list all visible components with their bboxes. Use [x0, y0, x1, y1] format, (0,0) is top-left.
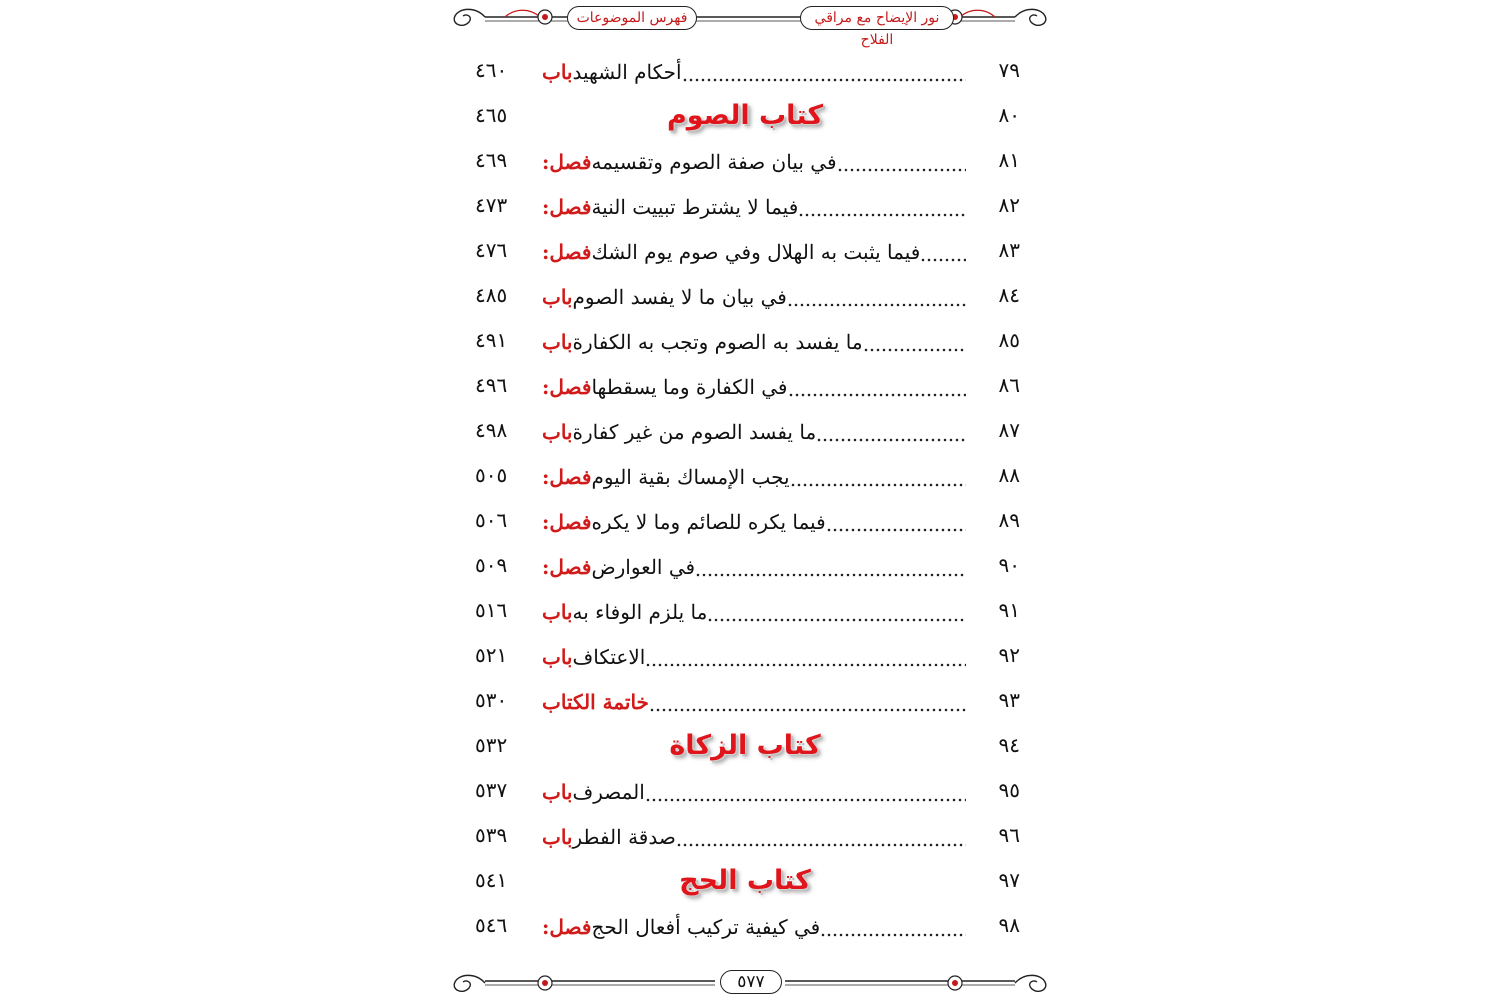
dot-leader: [707, 598, 966, 626]
entry-keyword: فصل:: [542, 195, 592, 219]
entry-keyword: فصل:: [542, 150, 592, 174]
entry-title: [536, 146, 970, 176]
entry-title: [536, 191, 970, 221]
toc-row: [445, 770, 1055, 815]
entry-keyword: فصل:: [542, 510, 592, 534]
toc-row: [445, 365, 1055, 410]
dot-leader: [790, 463, 966, 491]
entry-number: ٨٠: [998, 103, 1020, 127]
page-reference: ٥٠٩: [475, 553, 508, 577]
entry-title: [536, 506, 970, 536]
toc-heading-row: [445, 860, 1055, 905]
entry-keyword: فصل:: [542, 240, 592, 264]
entry-number: ٩٨: [998, 913, 1020, 937]
entry-text: الاعتكاف: [572, 645, 646, 669]
dot-leader: [798, 193, 966, 221]
entry-number: ٨٨: [998, 463, 1020, 487]
toc-row: [445, 140, 1055, 185]
entry-number: ٧٩: [998, 58, 1020, 82]
entry-keyword: فصل:: [542, 465, 592, 489]
book-heading: كتاب الزكاة: [669, 730, 821, 761]
entry-keyword: باب: [542, 420, 573, 444]
dot-leader: [863, 328, 966, 356]
page-reference: ٥٣٢: [475, 733, 508, 757]
header-flourish-icon: [445, 2, 1055, 32]
toc-heading-row: [445, 725, 1055, 770]
page-reference: ٤٩١: [475, 328, 508, 352]
page-reference: ٥٤١: [475, 868, 508, 892]
entry-text: في العوارض: [591, 555, 696, 579]
entry-keyword: خاتمة الكتاب: [542, 690, 649, 714]
entry-title: [536, 236, 970, 266]
entry-number: ٨٢: [998, 193, 1020, 217]
toc-row: [445, 680, 1055, 725]
entry-text: ما يفسد الصوم من غير كفارة: [572, 420, 817, 444]
entry-keyword: باب: [542, 825, 573, 849]
entry-text: فيما لا يشترط تبييت النية: [591, 195, 799, 219]
entry-number: ٨٥: [998, 328, 1020, 352]
toc-row: [445, 275, 1055, 320]
toc-heading-row: [445, 95, 1055, 140]
header-ornament: [445, 2, 1055, 48]
book-title: نور الإيضاح مع مراقي الفلاح: [800, 6, 954, 30]
entry-title: [536, 326, 970, 356]
page-reference: ٤٨٥: [475, 283, 508, 307]
entry-text: ما يفسد به الصوم وتجب به الكفارة: [572, 330, 863, 354]
document-page: [445, 0, 1055, 1000]
dot-leader: [788, 373, 967, 401]
entry-number: ٨٣: [998, 238, 1020, 262]
entry-text: يجب الإمساك بقية اليوم: [591, 465, 790, 489]
entry-text: أحكام الشهيد: [572, 60, 682, 84]
book-heading: كتاب الصوم: [666, 100, 824, 131]
entry-title: [536, 281, 970, 311]
entry-number: ٩١: [998, 598, 1020, 622]
dot-leader: [826, 508, 966, 536]
toc-row: [445, 230, 1055, 275]
entry-title: [536, 911, 970, 941]
dot-leader: [820, 913, 966, 941]
page-reference: ٥٢١: [475, 643, 508, 667]
dot-leader: [645, 778, 966, 806]
entry-text: ما يلزم الوفاء به: [572, 600, 708, 624]
entry-title: [536, 371, 970, 401]
dot-leader: [787, 283, 966, 311]
entry-title: [536, 551, 970, 581]
page-reference: ٥٠٦: [475, 508, 508, 532]
entry-number: ٨٧: [998, 418, 1020, 442]
entry-keyword: باب: [542, 330, 573, 354]
toc-row: [445, 455, 1055, 500]
entry-text: في الكفارة وما يسقطها: [591, 375, 788, 399]
entry-title: [536, 56, 970, 86]
entry-text: صدقة الفطر: [572, 825, 676, 849]
entry-number: ٩٢: [998, 643, 1020, 667]
toc-row: [445, 590, 1055, 635]
entry-number: ٩٠: [998, 553, 1020, 577]
entry-keyword: باب: [542, 780, 573, 804]
entry-title: [536, 821, 970, 851]
entry-keyword: باب: [542, 60, 573, 84]
page-reference: ٥٣٠: [475, 688, 508, 712]
entry-keyword: باب: [542, 285, 573, 309]
table-of-contents: [445, 50, 1055, 950]
entry-number: ٩٤: [998, 733, 1020, 757]
entry-text: المصرف: [572, 780, 645, 804]
entry-number: ٨٤: [998, 283, 1020, 307]
entry-keyword: فصل:: [542, 375, 592, 399]
dot-leader: [682, 58, 966, 86]
page-reference: ٤٦٠: [475, 58, 508, 82]
entry-number: ٩٥: [998, 778, 1020, 802]
toc-row: [445, 50, 1055, 95]
page-reference: ٤٦٩: [475, 148, 508, 172]
page-reference: ٤٦٥: [475, 103, 508, 127]
entry-number: ٨٦: [998, 373, 1020, 397]
entry-title: [536, 686, 970, 716]
dot-leader: [816, 418, 966, 446]
page-reference: ٥١٦: [475, 598, 508, 622]
dot-leader: [676, 823, 966, 851]
dot-leader: [649, 688, 966, 716]
entry-number: ٩٧: [998, 868, 1020, 892]
entry-keyword: باب: [542, 600, 573, 624]
entry-keyword: فصل:: [542, 555, 592, 579]
dot-leader: [695, 553, 966, 581]
entry-number: ٩٣: [998, 688, 1020, 712]
page-reference: ٥٤٦: [475, 913, 508, 937]
page-reference: ٤٧٣: [475, 193, 508, 217]
entry-title: [536, 596, 970, 626]
entry-title: [536, 776, 970, 806]
page-number: ٥٧٧: [720, 970, 782, 994]
entry-text: في كيفية تركيب أفعال الحج: [591, 915, 821, 939]
dot-leader: [837, 148, 966, 176]
toc-row: [445, 545, 1055, 590]
entry-keyword: فصل:: [542, 915, 592, 939]
book-heading: كتاب الحج: [679, 865, 811, 896]
entry-title: [536, 461, 970, 491]
page-reference: ٤٩٦: [475, 373, 508, 397]
page-reference: ٥٠٥: [475, 463, 508, 487]
section-title: فهرس الموضوعات: [567, 6, 697, 30]
page-reference: ٥٣٧: [475, 778, 508, 802]
dot-leader: [920, 238, 966, 266]
entry-text: فيما يثبت به الهلال وفي صوم يوم الشك: [591, 240, 921, 264]
toc-row: [445, 320, 1055, 365]
page-reference: ٤٧٦: [475, 238, 508, 262]
dot-leader: [645, 643, 966, 671]
entry-text: في بيان صفة الصوم وتقسيمه: [591, 150, 837, 174]
toc-row: [445, 905, 1055, 950]
page-reference: ٤٩٨: [475, 418, 508, 442]
entry-text: في بيان ما لا يفسد الصوم: [572, 285, 787, 309]
page-reference: ٥٣٩: [475, 823, 508, 847]
toc-row: [445, 185, 1055, 230]
toc-row: [445, 815, 1055, 860]
footer-ornament: [445, 968, 1055, 998]
entry-title: [536, 416, 970, 446]
entry-title: [536, 641, 970, 671]
entry-keyword: باب: [542, 645, 573, 669]
entry-text: فيما يكره للصائم وما لا يكره: [591, 510, 826, 534]
toc-row: [445, 410, 1055, 455]
entry-number: ٩٦: [998, 823, 1020, 847]
toc-row: [445, 500, 1055, 545]
entry-number: ٨١: [998, 148, 1020, 172]
toc-row: [445, 635, 1055, 680]
entry-number: ٨٩: [998, 508, 1020, 532]
